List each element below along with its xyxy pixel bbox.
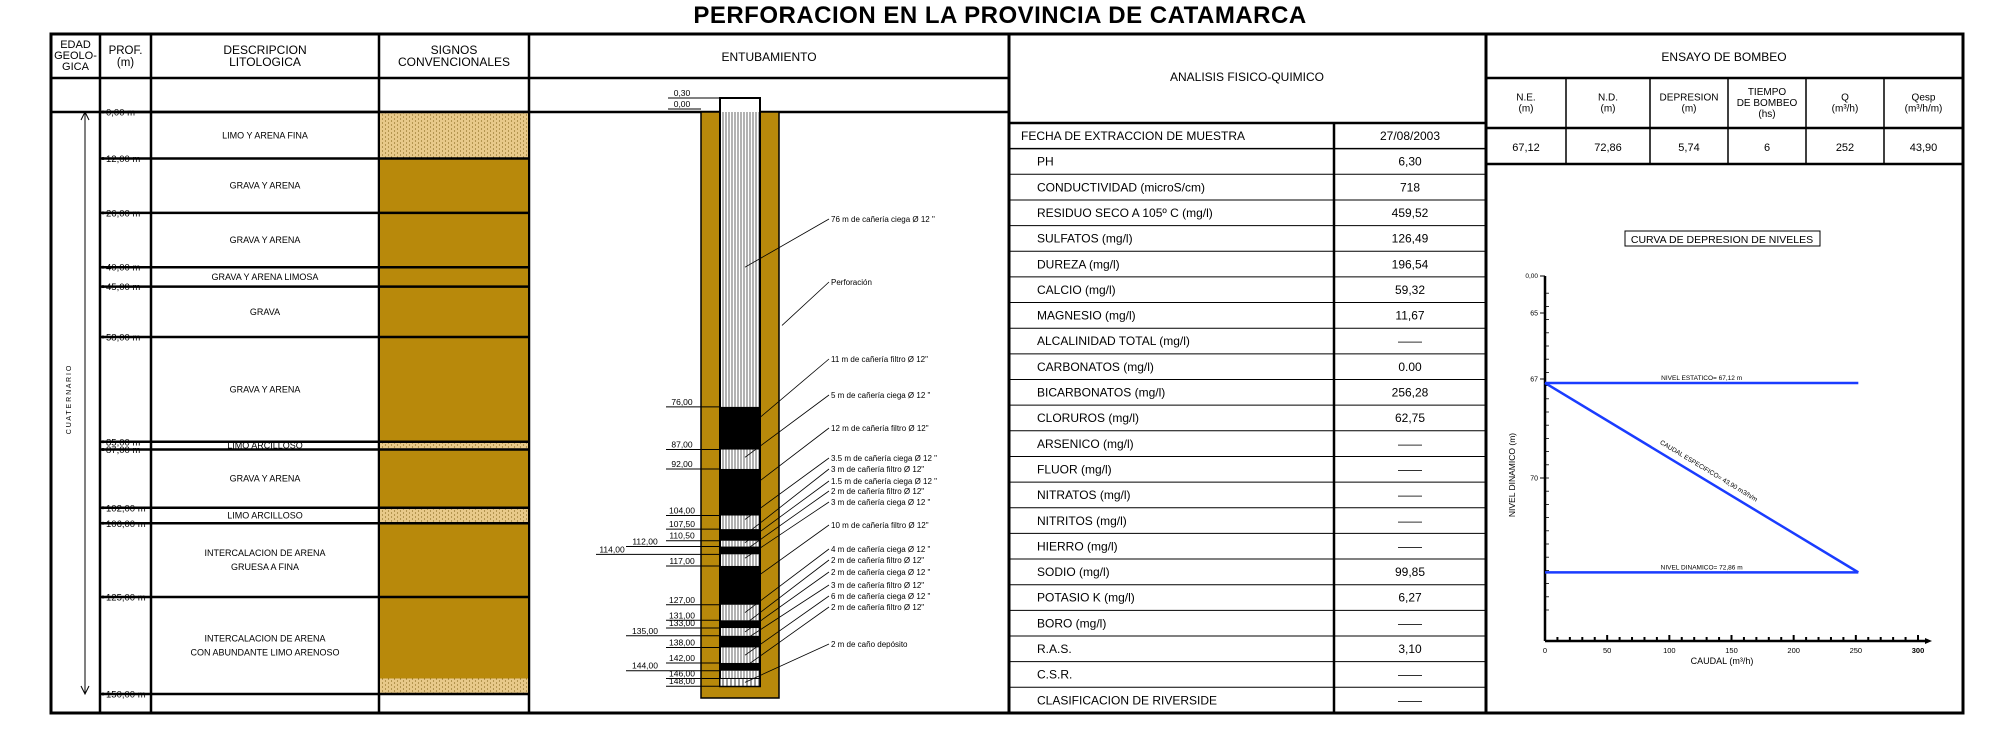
x-tick-label: 150	[1725, 646, 1738, 655]
casing-annotation: 3 m de cañería ciega Ø 12 "	[831, 498, 931, 507]
depth-dot	[102, 266, 105, 269]
casing-annotation: 11 m de cañería filtro Ø 12"	[831, 355, 928, 364]
pump-header: Qesp	[1911, 92, 1936, 104]
casing-segment-filtro	[720, 469, 760, 516]
y-tick-label: 65	[1530, 310, 1538, 318]
analysis-value: 6,30	[1398, 154, 1422, 169]
casing-depth-label: 144,00	[632, 660, 658, 671]
layer-description: LIMO Y ARENA FINA	[222, 130, 308, 141]
depression-curve-line	[1545, 383, 1858, 572]
lithology-fill	[380, 523, 528, 597]
analysis-label: PH	[1037, 154, 1054, 169]
pump-header: DE BOMBEO	[1736, 98, 1798, 109]
casing-depth-label: 92,00	[671, 458, 693, 469]
analysis-value: 99,85	[1394, 565, 1426, 580]
casing-annotation: 2 m de cañería filtro Ø 12"	[831, 556, 925, 565]
casing-segment-filtro	[720, 620, 760, 628]
depth-dot	[102, 285, 105, 288]
casing-annotation: 2 m de caño depósito	[831, 640, 908, 649]
analysis-value: ——	[1398, 436, 1422, 451]
casing-depth-label: 87,00	[671, 439, 693, 450]
casing-segment-filtro	[720, 529, 760, 541]
depth-dot	[102, 111, 105, 114]
pump-value: 43,90	[1909, 142, 1938, 154]
casing-segment-filtro	[720, 566, 760, 605]
pump-header: N.E.	[1516, 92, 1536, 104]
lithology-fill	[380, 337, 528, 442]
dynamic-level-label: NIVEL DINAMICO= 72,86 m	[1660, 564, 1743, 572]
lithology-fill	[380, 213, 528, 267]
analysis-label: ALCALINIDAD TOTAL (mg/l)	[1037, 334, 1190, 349]
lithology-fill	[380, 159, 528, 213]
analysis-label: DUREZA (mg/l)	[1037, 257, 1120, 272]
y-tick-label: 67	[1530, 376, 1538, 384]
pump-header: (m³/h)	[1831, 103, 1859, 115]
depth-label: 106,00 m	[106, 518, 146, 530]
casing-annotation: 3 m de cañería filtro Ø 12"	[831, 581, 925, 590]
pump-header: DEPRESION	[1659, 92, 1719, 104]
y-tick-label: 70	[1530, 475, 1538, 483]
filter-segment	[720, 620, 760, 628]
casing-depth-label: 142,00	[669, 652, 695, 663]
analysis-label: NITRATOS (mg/l)	[1037, 488, 1131, 503]
edad-header: EDAD	[60, 39, 91, 51]
analysis-label: HIERRO (mg/l)	[1037, 539, 1118, 554]
deposit-segment	[720, 678, 760, 686]
depth-dot	[102, 596, 105, 599]
y-tick-label: 0,00	[1525, 273, 1538, 280]
depth-dot	[102, 522, 105, 525]
casing-segment-deposito	[720, 678, 760, 686]
x-tick-label: 100	[1663, 646, 1676, 655]
pump-value: 72,86	[1594, 142, 1622, 154]
casing-annotation: 12 m de cañería filtro Ø 12"	[831, 424, 929, 433]
depth-label: 40,00 m	[106, 262, 141, 274]
x-tick-label: 0	[1542, 646, 1548, 655]
casing-depth-label: 117,00	[669, 555, 695, 566]
lithology-fill	[380, 508, 528, 524]
analysis-label: NITRITOS (mg/l)	[1037, 513, 1127, 528]
analysis-value: 11,67	[1395, 308, 1425, 323]
casing-annotation: 2 m de cañería filtro Ø 12"	[831, 487, 925, 496]
casing-annotation: 10 m de cañería filtro Ø 12"	[831, 521, 929, 530]
pump-value: 67,12	[1512, 142, 1540, 154]
analysis-label: C.S.R.	[1037, 667, 1073, 682]
analysis-value: ——	[1398, 462, 1422, 477]
analysis-value: 126,49	[1391, 231, 1429, 246]
analysis-value: ——	[1398, 488, 1422, 503]
entubamiento-header: ENTUBAMIENTO	[721, 50, 817, 64]
layer-description: GRAVA Y ARENA	[229, 180, 301, 191]
filter-segment	[720, 529, 760, 541]
edad-header: GEOLO-	[54, 50, 97, 62]
pump-value: 252	[1835, 142, 1855, 154]
layer-description: GRAVA Y ARENA	[229, 473, 301, 484]
layer-description: GRAVA	[249, 306, 281, 317]
casing-segment-filtro	[720, 547, 760, 555]
filter-segment	[720, 663, 760, 671]
casing-segment-filtro	[720, 636, 760, 648]
casing-annotation: 1.5 m de cañería ciega Ø 12 "	[831, 477, 938, 486]
casing-depth-label: 133,00	[669, 618, 695, 629]
layer-description: GRAVA Y ARENA	[229, 384, 301, 395]
analysis-label: R.A.S.	[1037, 642, 1072, 656]
depth-dot	[102, 211, 105, 214]
analysis-label: POTASIO K (mg/l)	[1037, 590, 1135, 605]
depth-dot	[102, 448, 105, 451]
layer-description: INTERCALACION DE ARENA	[204, 633, 326, 644]
depth-label: 45,00 m	[106, 282, 141, 294]
x-tick-label: 200	[1787, 646, 1800, 655]
analysis-label: FLUOR (mg/l)	[1037, 462, 1112, 477]
casing-annotation: 3 m de cañería filtro Ø 12"	[831, 465, 925, 474]
filter-segment	[720, 407, 760, 450]
casing-depth-label: 114,00	[599, 544, 625, 555]
analysis-label: MAGNESIO (mg/l)	[1037, 308, 1136, 323]
casing-depth-label: 127,00	[669, 594, 695, 605]
depth-dot	[102, 693, 105, 696]
pump-header: (m)	[1518, 103, 1534, 115]
analysis-label: BORO (mg/l)	[1037, 616, 1107, 631]
lithology-fill	[380, 267, 528, 286]
analysis-label: CLORUROS (mg/l)	[1037, 411, 1140, 426]
descripcion-header: LITOLOGICA	[229, 55, 301, 69]
analysis-label: ARSENICO (mg/l)	[1037, 436, 1134, 451]
casing-depth-label: 112,00	[632, 536, 658, 547]
pumping-test-table	[1486, 78, 1963, 164]
depth-label: 87,00 m	[106, 445, 141, 457]
descripcion-header: DESCRIPCION	[223, 43, 307, 57]
casing-annotation: 76 m de cañería ciega Ø 12 "	[831, 215, 935, 224]
filter-segment	[720, 547, 760, 555]
prof-header: PROF.	[108, 45, 143, 57]
layer-description: CON ABUNDANTE LIMO ARENOSO	[190, 647, 340, 658]
pump-header: (m)	[1600, 103, 1616, 115]
pump-value: 5,74	[1678, 142, 1700, 154]
edad-header: GICA	[62, 61, 89, 73]
ensayo-header: ENSAYO DE BOMBEO	[1661, 50, 1787, 64]
analysis-value: ——	[1398, 539, 1422, 554]
casing-depth-label: 104,00	[669, 505, 695, 516]
analysis-label: CONDUCTIVIDAD (microS/cm)	[1037, 180, 1205, 195]
analysis-label: SODIO (mg/l)	[1037, 565, 1110, 580]
analysis-value: 3,10	[1398, 642, 1422, 656]
analysis-value: 256,28	[1391, 385, 1429, 400]
depth-label: 0,00 m	[106, 107, 136, 119]
casing-annotation: 3.5 m de cañería ciega Ø 12 "	[831, 454, 938, 463]
depth-dot	[102, 506, 105, 509]
annotation-leader	[782, 282, 829, 325]
fecha-value: 27/08/2003	[1379, 129, 1441, 143]
pump-header: TIEMPO	[1747, 87, 1787, 98]
casing-annotation: 5 m de cañería ciega Ø 12 "	[831, 391, 931, 400]
casing-depth-label: 148,00	[669, 676, 695, 687]
x-axis-arrow	[1925, 638, 1932, 644]
signos-header: CONVENCIONALES	[397, 55, 511, 69]
casing-annotation: 6 m de cañería ciega Ø 12 "	[831, 592, 931, 601]
analysis-value: ——	[1398, 513, 1422, 528]
casing-depth-label: 146,00	[669, 668, 695, 679]
analysis-label: CLASIFICACION DE RIVERSIDE	[1037, 693, 1218, 708]
pump-header: N.D.	[1598, 92, 1618, 104]
pump-header: (m³/h/m)	[1904, 103, 1943, 115]
lithology-section	[66, 108, 529, 701]
pump-value: 6	[1763, 142, 1771, 154]
signos-header: SIGNOS	[430, 43, 478, 57]
casing-annotation: 2 m de cañería filtro Ø 12"	[831, 603, 925, 612]
analysis-value: 0.00	[1398, 359, 1422, 374]
depth-label: 85,00 m	[106, 437, 141, 449]
layer-description: GRAVA Y ARENA	[229, 235, 301, 246]
casing-segment-filtro	[720, 407, 760, 450]
analysis-value: ——	[1398, 667, 1422, 682]
casing-section	[596, 88, 937, 698]
x-tick-label: 250	[1849, 646, 1863, 655]
analysis-label: CALCIO (mg/l)	[1037, 282, 1116, 297]
lithology-fill	[380, 450, 528, 508]
layer-description: GRAVA Y ARENA LIMOSA	[211, 271, 319, 282]
depth-label: 26,00 m	[106, 208, 141, 220]
analisis-header: ANALISIS FISICO-QUIMICO	[1169, 70, 1325, 84]
casing-depth-label: 110,50	[669, 530, 695, 541]
casing-top-label: 0,30	[673, 88, 691, 98]
depth-label: 125,00 m	[106, 592, 146, 604]
filter-segment	[720, 566, 760, 605]
analysis-value: 196,54	[1391, 257, 1429, 272]
depth-dot	[102, 440, 105, 443]
filter-segment	[720, 469, 760, 516]
layer-description: LIMO ARCILLOSO	[227, 440, 303, 451]
analysis-value: 6,27	[1398, 590, 1422, 605]
analysis-value: 459,52	[1391, 205, 1429, 220]
frame	[51, 34, 1963, 713]
casing-top-label: 0,00	[673, 99, 691, 109]
casing-depth-label: 107,50	[669, 519, 695, 530]
page-title: PERFORACION EN LA PROVINCIA DE CATAMARCA	[693, 2, 1307, 29]
casing-annotation: 2 m de cañería ciega Ø 12 "	[831, 568, 931, 577]
x-tick-label: 50	[1602, 646, 1612, 655]
casing-depth-label: 76,00	[671, 396, 693, 407]
static-level-label: NIVEL ESTATICO= 67,12 m	[1661, 374, 1743, 382]
casing-depth-label: 135,00	[632, 625, 658, 636]
casing-depth-label: 131,00	[669, 610, 695, 621]
analysis-value: ——	[1398, 616, 1422, 631]
analysis-value: 718	[1399, 180, 1421, 195]
casing-depth-label: 138,00	[669, 637, 695, 648]
filter-segment	[720, 636, 760, 648]
layer-description: GRUESA A FINA	[230, 562, 300, 573]
depth-dot	[102, 336, 105, 339]
y-axis-label: NIVEL DINAMICO (m)	[1507, 432, 1517, 518]
casing-segment-filtro	[720, 663, 760, 671]
outer-border	[51, 34, 1963, 713]
analysis-value: 62,75	[1394, 411, 1426, 426]
analysis-label: CARBONATOS (mg/l)	[1037, 359, 1154, 374]
layer-description: LIMO ARCILLOSO	[227, 510, 303, 521]
analysis-label: BICARBONATOS (mg/l)	[1037, 385, 1166, 400]
depression-curve-chart	[1507, 231, 1932, 666]
analysis-value: ——	[1398, 693, 1422, 708]
x-tick-label: 300	[1911, 646, 1925, 655]
fecha-label: FECHA DE EXTRACCION DE MUESTRA	[1021, 129, 1246, 143]
pump-header: (m)	[1681, 103, 1697, 115]
analysis-value: ——	[1398, 334, 1422, 349]
lithology-fill	[380, 112, 528, 159]
depth-label: 12,00 m	[106, 154, 141, 166]
chemical-analysis-table	[1009, 123, 1486, 713]
x-axis-label: CAUDAL (m³/h)	[1690, 656, 1754, 666]
pump-header: (hs)	[1758, 109, 1776, 120]
analysis-label: RESIDUO SECO A 105º C (mg/l)	[1037, 205, 1213, 220]
lithology-fill	[380, 287, 528, 337]
depression-curve-label: CAUDAL ESPECIFICO= 43,90 m3/h/m	[1658, 439, 1759, 504]
depth-label: 58,00 m	[106, 332, 141, 344]
depth-label: 150,00 m	[106, 689, 146, 701]
pump-header: Q	[1841, 92, 1849, 104]
casing-annotation: 4 m de cañería ciega Ø 12 "	[831, 545, 931, 554]
chart-title: CURVA DE DEPRESION DE NIVELES	[1630, 234, 1814, 246]
depth-label: 102,00 m	[106, 503, 146, 515]
layer-description: INTERCALACION DE ARENA	[204, 548, 326, 559]
prof-header: (m)	[116, 57, 135, 69]
analysis-value: 59,32	[1394, 282, 1426, 297]
edad-label: C U A T E R N A R I O	[66, 365, 73, 435]
analysis-label: SULFATOS (mg/l)	[1037, 231, 1133, 246]
casing-annotation: Perforación	[831, 278, 872, 287]
lithology-fill	[380, 678, 528, 694]
depth-dot	[102, 157, 105, 160]
